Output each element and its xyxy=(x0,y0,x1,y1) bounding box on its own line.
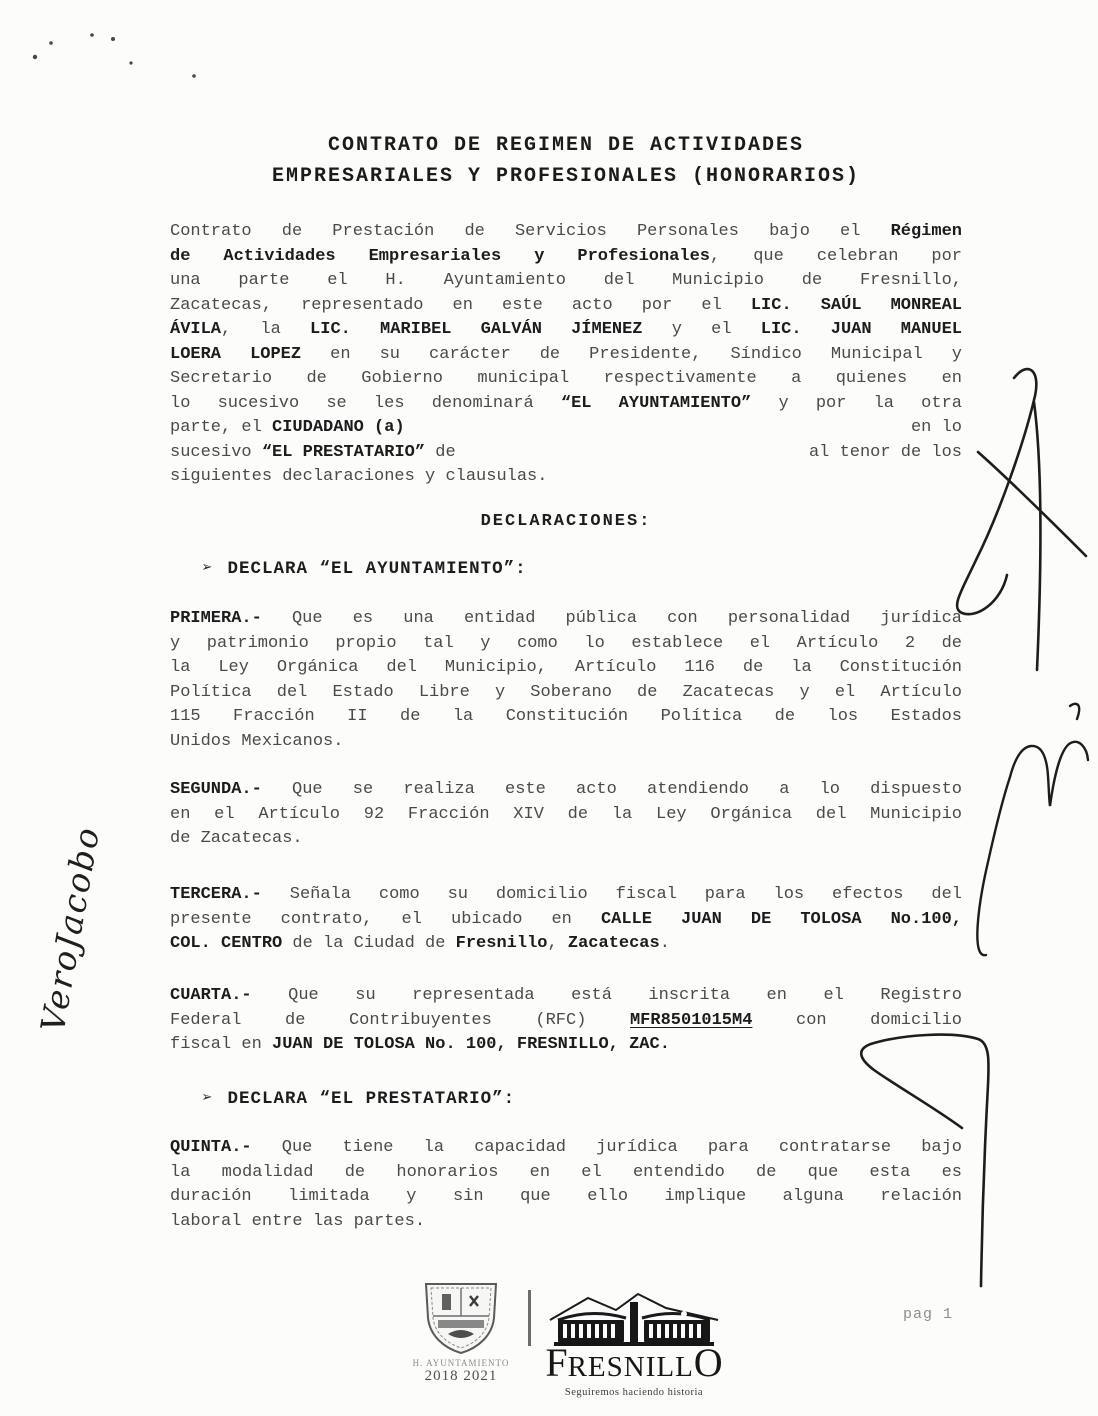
document-title-line2: EMPRESARIALES Y PROFESIONALES (HONORARIOS) xyxy=(271,165,861,188)
text-line: CUARTA.- Que su representada está inscrita en el Registro xyxy=(170,986,962,1005)
crest-years: 2018 2021 xyxy=(424,1368,498,1384)
wordmark-final: O xyxy=(693,1340,723,1385)
fresnillo-wordmark xyxy=(543,1340,725,1387)
text-line: de Zacatecas. xyxy=(170,829,303,848)
text-line: PRIMERA.- Que es una entidad pública con personalidad jurídica xyxy=(170,609,962,628)
text-line: lo sucesivo se les denominará “EL AYUNTAMIENTO” y por la otra xyxy=(170,393,962,413)
clause-cuarta xyxy=(170,984,962,1058)
text-line: y patrimonio propio tal y como lo establece el Artículo 2 de xyxy=(170,633,962,653)
arrow-bullet-icon: ➢ xyxy=(202,559,214,579)
text-line: la Ley Orgánica del Municipio, Artículo 116 de la Constitución xyxy=(170,658,962,677)
crest-shield-icon xyxy=(418,1278,504,1356)
text-line: Unidos Mexicanos. xyxy=(170,731,344,751)
declara-prestatario-heading xyxy=(202,1088,962,1109)
text-line: Zacatecas, representado en este acto por el LIC. SAÚL MONREAL xyxy=(170,295,962,315)
declaraciones-heading: DECLARACIONES: xyxy=(480,512,652,531)
text-line: 115 Fracción II de la Constitución Política de los Estados xyxy=(170,707,962,726)
pen-specks xyxy=(33,33,196,78)
text-line: sucesivo “EL PRESTATARIO” de al tenor de los xyxy=(170,442,962,462)
clause-quinta xyxy=(170,1136,962,1234)
wordmark-initial: F xyxy=(545,1340,568,1385)
text-line: fiscal en JUAN DE TOLOSA No. 100, FRESNILLO, ZAC. xyxy=(170,1035,670,1054)
text-line: Contrato de Prestación de Servicios Personales bajo el Régimen xyxy=(170,222,962,241)
text-line: presente contrato, el ubicado en CALLE JUAN DE TOLOSA No.100, xyxy=(170,909,963,929)
text-line: la modalidad de honorarios en el entendido de que esta es xyxy=(170,1162,962,1182)
arrow-bullet-icon: ➢ xyxy=(202,1089,214,1109)
clause-tercera xyxy=(170,883,962,957)
text-line: laboral entre las partes. xyxy=(170,1211,426,1231)
text-line: siguientes declaraciones y clausulas. xyxy=(170,467,548,486)
clause-primera xyxy=(170,607,962,754)
clause-segunda xyxy=(170,778,962,852)
page-number-label: pag 1 xyxy=(903,1306,954,1323)
text-line: en el Artículo 92 Fracción XIV de la Ley Orgánica del Municipio xyxy=(170,804,962,824)
text-line: COL. CENTRO de la Ciudad de Fresnillo, Zacatecas. xyxy=(170,934,670,953)
text-line: TERCERA.- Señala como su domicilio fiscal para los efectos del xyxy=(170,885,962,904)
text-line: ÁVILA, la LIC. MARIBEL GALVÁN JÍMENEZ y el LIC. JUAN MANUEL xyxy=(170,320,962,339)
wordmark-middle: RESNILL xyxy=(567,1351,694,1383)
fresnillo-logo xyxy=(543,1290,725,1398)
fresnillo-tagline: Seguiremos haciendo historia xyxy=(564,1387,704,1398)
text-line: SEGUNDA.- Que se realiza este acto atendiendo a lo dispuesto xyxy=(170,780,962,799)
text-line: parte, el CIUDADANO (a) en lo xyxy=(170,418,962,437)
text-line: una parte el H. Ayuntamiento del Municipio de Fresnillo, xyxy=(170,271,962,290)
declara-prestatario-label: DECLARA “EL PRESTATARIO”: xyxy=(227,1089,516,1109)
text-line: duración limitada y sin que ello implique alguna relación xyxy=(170,1187,962,1206)
signature-scribble-top xyxy=(957,369,1086,670)
document-title-line1: CONTRATO DE REGIMEN DE ACTIVIDADES xyxy=(327,134,805,157)
crest-caption: H. AYUNTAMIENTO xyxy=(412,1358,510,1368)
declara-ayuntamiento-heading xyxy=(202,558,962,579)
text-line: de Actividades Empresariales y Profesionales, que celebran por xyxy=(170,246,962,266)
municipal-crest xyxy=(402,1278,520,1385)
text-line: Política del Estado Libre y Soberano de Zacatecas y el Artículo xyxy=(170,682,962,702)
text-line: QUINTA.- Que tiene la capacidad jurídica para contratarse bajo xyxy=(170,1138,962,1157)
document-title xyxy=(170,130,962,192)
text-line: LOERA LOPEZ en su carácter de Presidente, Síndico Municipal y xyxy=(170,344,962,364)
footer-divider xyxy=(528,1290,531,1346)
text-line: Secretario de Gobierno municipal respectivamente a quienes en xyxy=(170,369,962,388)
signature-stroke-middle xyxy=(977,704,1088,955)
text-line: Federal de Contribuyentes (RFC) MFR8501015M4 con domicilio xyxy=(170,1010,962,1030)
declara-ayuntamiento-label: DECLARA “EL AYUNTAMIENTO”: xyxy=(227,559,527,579)
handwritten-signature-vertical: VeroJacobo xyxy=(32,823,108,1035)
intro-paragraph xyxy=(170,220,962,490)
